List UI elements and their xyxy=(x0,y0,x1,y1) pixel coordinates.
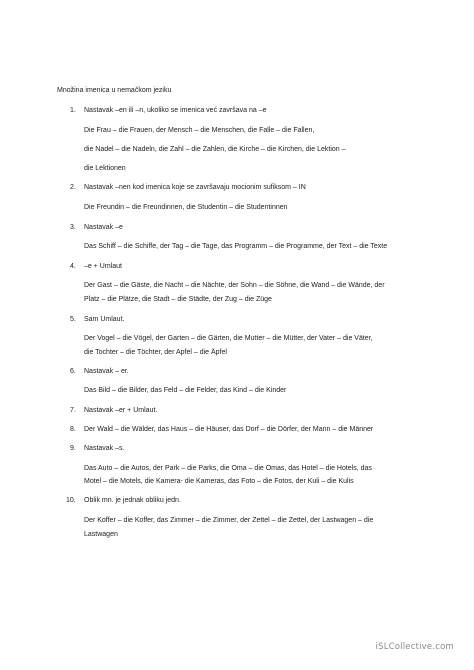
section-heading: Oblik mn. je jednak obliku jedn. xyxy=(84,497,181,504)
section-number: 6. xyxy=(70,368,76,375)
section-number: 2. xyxy=(70,184,76,191)
section-number: 3. xyxy=(70,224,76,231)
section-line: Der Gast – die Gäste, die Nacht – die Nächte, der Sohn – die Söhne, die Wand – die Wände, der xyxy=(84,282,385,289)
section-line: die Tochter – die Töchter, der Apfel – die Äpfel xyxy=(84,349,227,356)
section-number: 8. xyxy=(70,426,76,433)
section-number: 10. xyxy=(66,497,76,504)
section-line: Die Frau – die Frauen, der Mensch – die Menschen, die Falle – die Fallen, xyxy=(84,127,315,134)
section-number: 5. xyxy=(70,316,76,323)
section-line: Platz – die Plätze, die Stadt – die Städte, der Zug – die Züge xyxy=(84,296,272,303)
section-line: Das Bild – die Bilder, das Feld – die Felder, das Kind – die Kinder xyxy=(84,387,287,394)
section-heading: Nastavak –en ili –n, ukoliko se imenica već završava na –e xyxy=(84,107,267,114)
section-line: Motel – die Motels, die Kamera- die Kameras, das Foto – die Fotos, der Kuli – die Kulis xyxy=(84,478,354,485)
section-line: Das Auto – die Autos, der Park – die Parks, die Oma – die Omas, das Hotel – die Hotels, das xyxy=(84,465,372,472)
section-line: Die Freundin – die Freundinnen, die Studentin – die Studentinnen xyxy=(84,204,288,211)
section-line: die Nadel – die Nadeln, die Zahl – die Zahlen, die Kirche – die Kirchen, die Lektion – xyxy=(84,146,346,153)
section-heading: Nastavak –nen kod imenica koje se završavaju mocionim sufiksom – IN xyxy=(84,184,306,191)
section-heading: Nastavak –e xyxy=(84,224,123,231)
section-heading: Der Wald – die Wälder, das Haus – die Häuser, das Dorf – die Dörfer, der Mann – die Männer xyxy=(84,426,374,433)
section-heading: –e + Umlaut xyxy=(84,263,122,270)
section-number: 9. xyxy=(70,445,76,452)
document-title: Množina imenica u nemačkom jeziku xyxy=(57,87,172,94)
section-number: 7. xyxy=(70,407,76,414)
section-number: 4. xyxy=(70,263,76,270)
watermark-text: iSLCollective.com xyxy=(375,642,454,652)
section-line: die Lektionen xyxy=(84,165,126,172)
section-heading: Nastavak –er + Umlaut. xyxy=(84,407,158,414)
section-line: Das Schiff – die Schiffe, der Tag – die Tage, das Programm – die Programme, der Text – die Texte xyxy=(84,243,388,250)
section-line: Der Vogel – die Vögel, der Garten – die Gärten, die Mutter – die Mütter, der Vater – die Väter, xyxy=(84,335,373,342)
section-heading: Nastavak –s. xyxy=(84,445,125,452)
section-heading: Sam Umlaut. xyxy=(84,316,125,323)
section-line: Lastwagen xyxy=(84,531,118,538)
section-line: Der Koffer – die Koffer, das Zimmer – die Zimmer, der Zettel – die Zettel, der Lastwagen – die xyxy=(84,517,374,524)
section-number: 1. xyxy=(70,107,76,114)
section-heading: Nastavak – er. xyxy=(84,368,129,375)
